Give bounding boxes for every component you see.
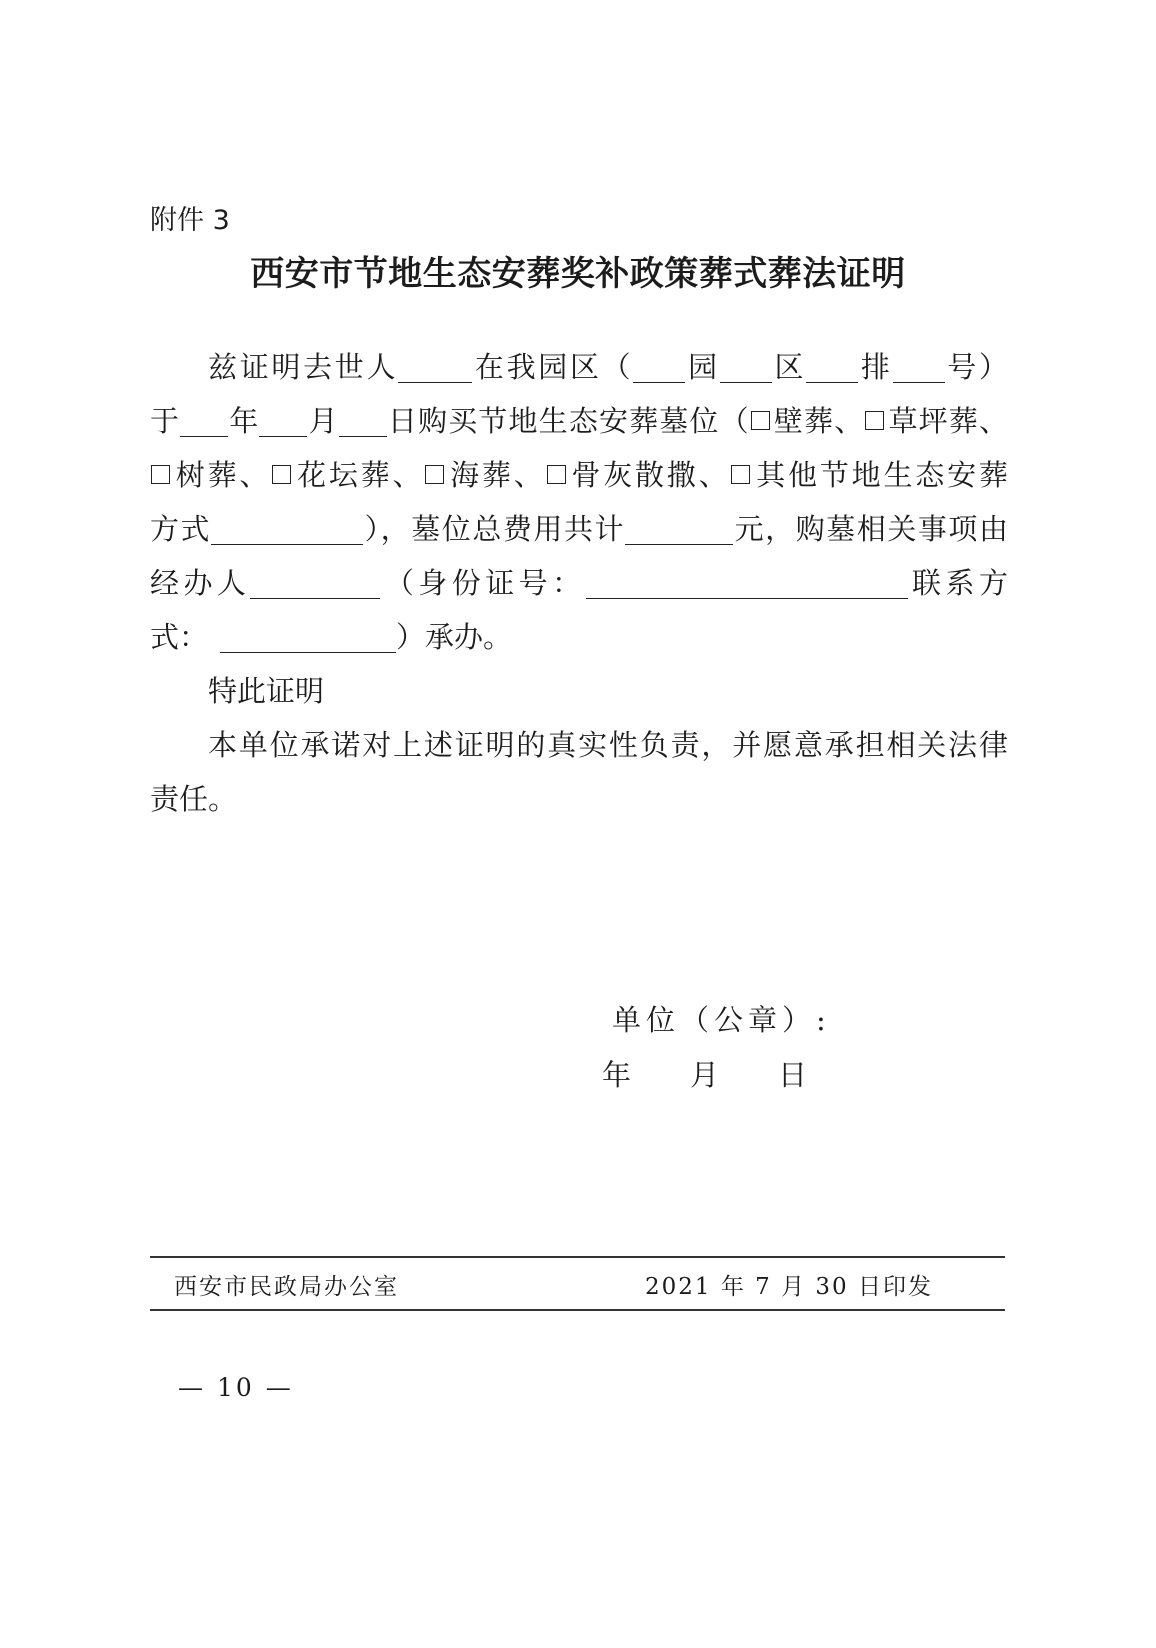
option-wall-burial: 壁葬、 xyxy=(772,404,865,438)
issue-date: 2021 年 7 月 30 日印发 xyxy=(645,1274,933,1300)
text-contact: 联系方 xyxy=(907,566,1008,600)
checkbox-lawn-burial[interactable] xyxy=(865,411,884,430)
text-row: 排 xyxy=(858,350,893,384)
id-number-blank[interactable] xyxy=(586,562,908,599)
deceased-name-blank[interactable] xyxy=(398,346,472,383)
sign-month: 月 xyxy=(690,1058,725,1092)
body-line-5 xyxy=(150,556,1008,610)
document-title: 西安市节地生态安葬奖补政策葬式葬法证明 xyxy=(250,254,906,294)
body-line-4 xyxy=(150,502,1008,556)
body-line-2 xyxy=(150,394,1008,448)
body-line-6 xyxy=(150,610,1008,664)
commitment-line-1: 本单位承诺对上述证明的真实性负责，并愿意承担相关法律 xyxy=(208,728,1008,762)
special-certify: 特此证明 xyxy=(208,674,325,708)
sign-day: 日 xyxy=(778,1058,813,1092)
footer-top-rule xyxy=(150,1256,1005,1258)
commitment-line-2: 责任。 xyxy=(150,782,238,816)
text-method: 方式 xyxy=(150,512,212,546)
day-blank[interactable] xyxy=(339,400,387,437)
year-blank[interactable] xyxy=(180,400,228,437)
footer-bottom-rule xyxy=(150,1309,1005,1311)
checkbox-flowerbed-burial[interactable] xyxy=(272,465,291,484)
text-purchase: 日购买节地生态安葬墓位（ xyxy=(386,404,750,438)
zone-blank[interactable] xyxy=(720,346,772,383)
text-handled: ）承办。 xyxy=(396,620,513,654)
page-number: — 10 — xyxy=(178,1373,294,1402)
text-handler: 经办人 xyxy=(150,566,251,600)
text-id-number: （身份证号： xyxy=(380,566,586,600)
text-number: 号） xyxy=(944,350,1008,384)
option-lawn-burial: 草坪葬、 xyxy=(887,404,1008,438)
option-sea-burial: 海葬、 xyxy=(447,458,546,492)
body-line-3 xyxy=(150,448,1008,502)
contact-blank[interactable] xyxy=(220,616,396,653)
checkbox-tree-burial[interactable] xyxy=(151,465,170,484)
option-flowerbed-burial: 花坛葬、 xyxy=(294,458,425,492)
checkbox-sea-burial[interactable] xyxy=(425,465,444,484)
other-method-blank[interactable] xyxy=(211,508,363,545)
text-month: 月 xyxy=(307,404,339,438)
text-yuan: 元，购墓相关事项由 xyxy=(733,512,1008,546)
fee-blank[interactable] xyxy=(625,508,733,545)
unit-seal-label: 单位（公章）: xyxy=(612,1003,831,1037)
issuer: 西安市民政局办公室 xyxy=(174,1274,399,1300)
text-contact-method: 式： xyxy=(150,620,209,654)
checkbox-other-method[interactable] xyxy=(731,465,750,484)
checkbox-wall-burial[interactable] xyxy=(751,411,770,430)
garden-blank[interactable] xyxy=(633,346,685,383)
number-blank[interactable] xyxy=(893,346,945,383)
text-on: 于 xyxy=(150,404,181,438)
month-blank[interactable] xyxy=(259,400,307,437)
text-in-park: 在我园区（ xyxy=(472,350,634,384)
text-zone: 区 xyxy=(771,350,807,384)
checkbox-ash-scattering[interactable] xyxy=(547,465,566,484)
handler-blank[interactable] xyxy=(250,562,380,599)
text-total-fee: ），墓位总费用共计 xyxy=(363,512,626,546)
body-line-1 xyxy=(150,340,1008,394)
row-blank[interactable] xyxy=(806,346,858,383)
option-other-method: 其他节地生态安葬 xyxy=(753,458,1008,492)
text-garden: 园 xyxy=(685,350,720,384)
attachment-label: 附件 3 xyxy=(150,205,230,236)
option-ash-scattering: 骨灰散撒、 xyxy=(568,458,731,492)
option-tree-burial: 树葬、 xyxy=(173,458,272,492)
text-year: 年 xyxy=(228,404,260,438)
sign-year: 年 xyxy=(602,1058,637,1092)
text-deceased-intro: 兹证明去世人 xyxy=(208,350,399,384)
